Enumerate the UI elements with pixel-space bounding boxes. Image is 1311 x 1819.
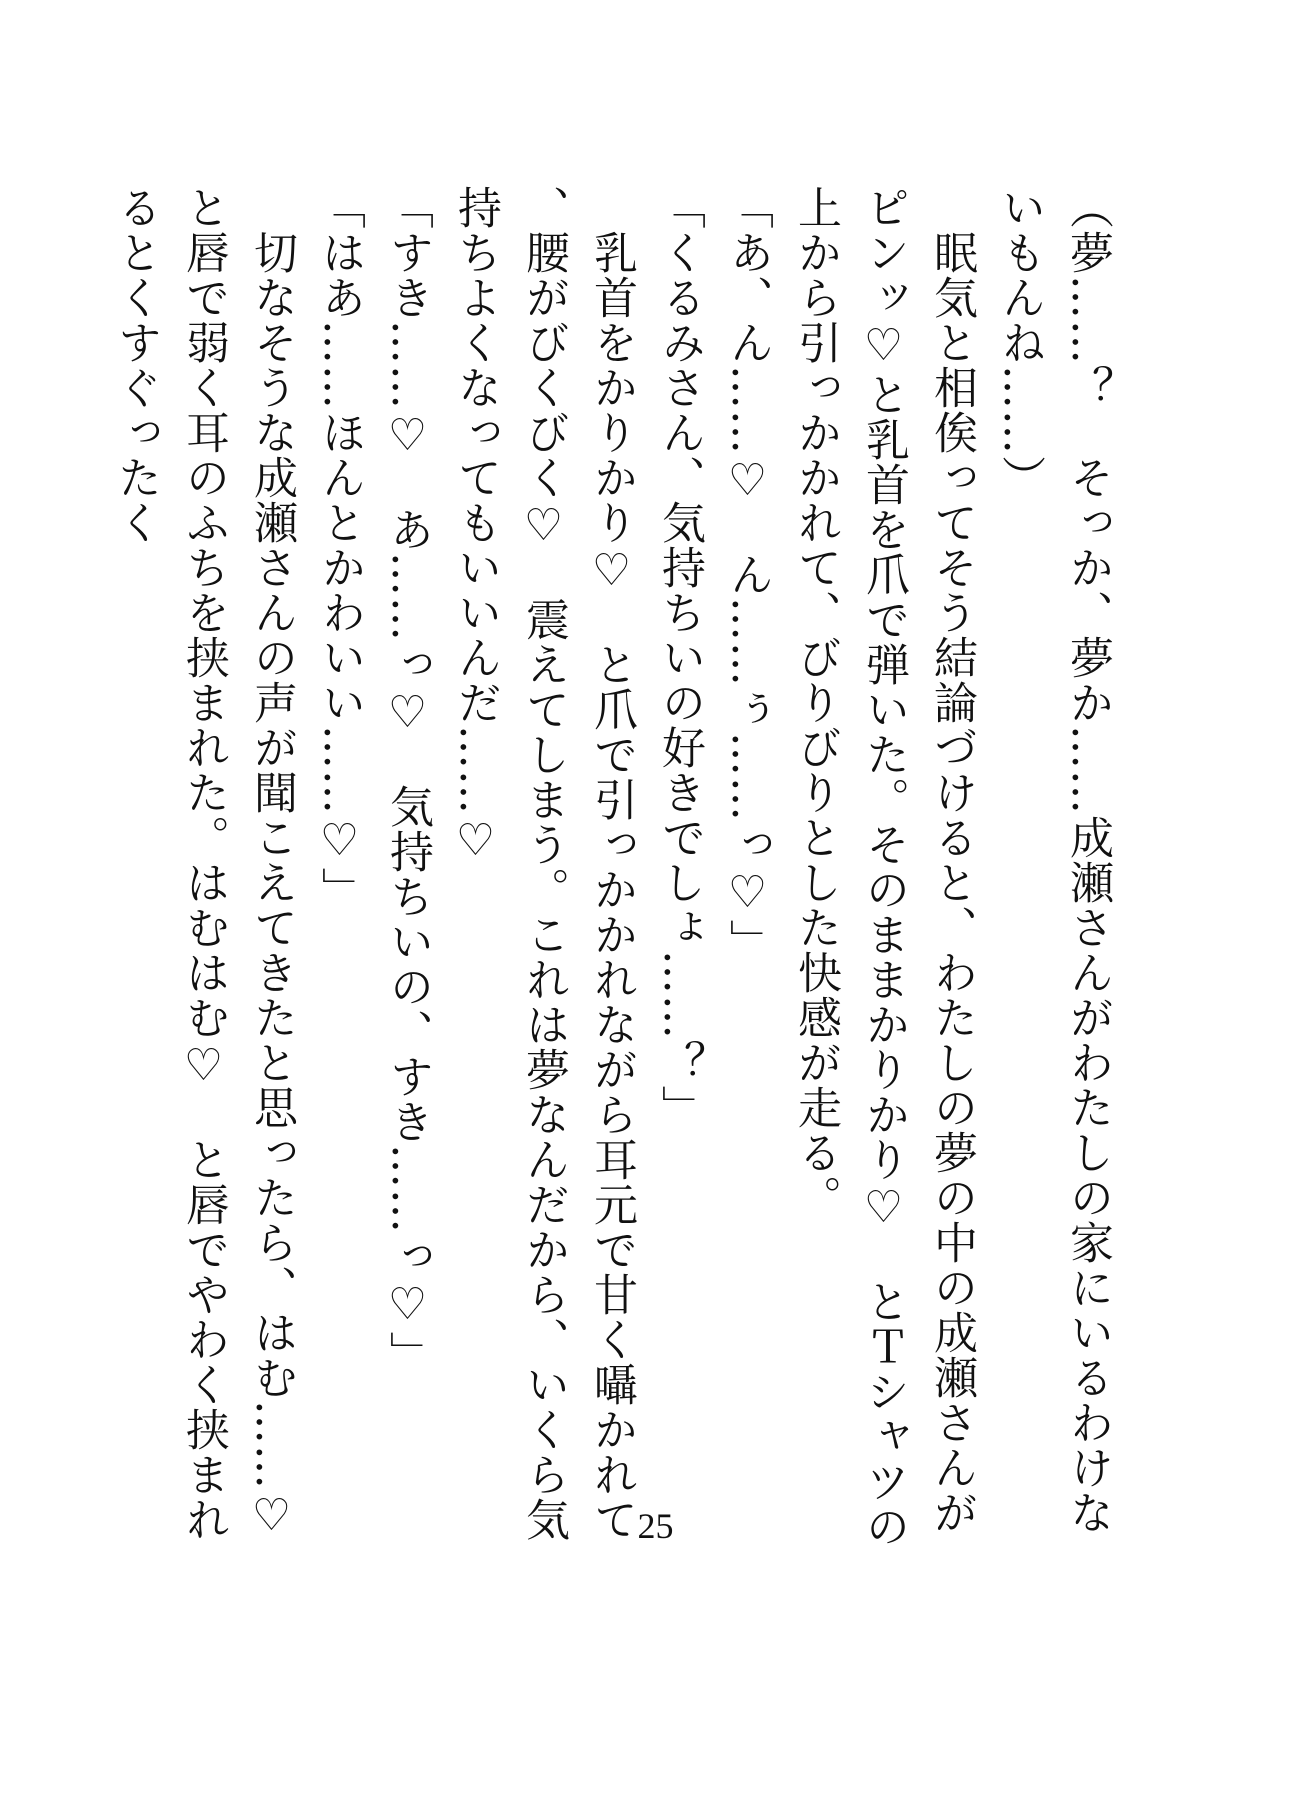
paragraph: 切なそうな成瀬さんの声が聞こえてきたと思ったら、はむ……♡ と唇で弱く耳のふちを挟まれた。はむはむ♡ と唇でやわく挟まれるとくすぐったく bbox=[110, 185, 297, 1587]
paragraph: （夢……？ そっか、夢か……成瀬さんがわたしの家にいるわけないもんね……） bbox=[994, 185, 1113, 1535]
paragraph: 乳首をかりかり♡ と爪で引っかかれながら耳元で甘く囁かれて、腰がびくびく♡ 震えてしまう。これは夢なんだから、いくら気持ちよくなってもいいんだ……♡ bbox=[450, 185, 637, 1542]
page-number: 25 bbox=[637, 1506, 674, 1546]
paragraph: 「あ、ん……♡ ん……ぅ……っ♡」 bbox=[722, 185, 773, 964]
paragraph: 「はあ……ほんとかわいい……♡」 bbox=[314, 185, 365, 912]
vertical-text-body bbox=[110, 185, 1121, 1587]
paragraph: 「すき……♡ あ……っ♡ 気持ちいの、すき……っ♡」 bbox=[382, 185, 433, 1376]
paragraph: 「くるみさん、気持ちいの好きでしょ……？」 bbox=[654, 185, 705, 1130]
paragraph: 眠気と相俟ってそう結論づけると、わたしの夢の中の成瀬さんがピンッ♡と乳首を爪で弾いた。そのままかりかり♡ とＴシャツの上から引っかかれて、びりびりとした快感が走る。 bbox=[790, 185, 977, 1549]
